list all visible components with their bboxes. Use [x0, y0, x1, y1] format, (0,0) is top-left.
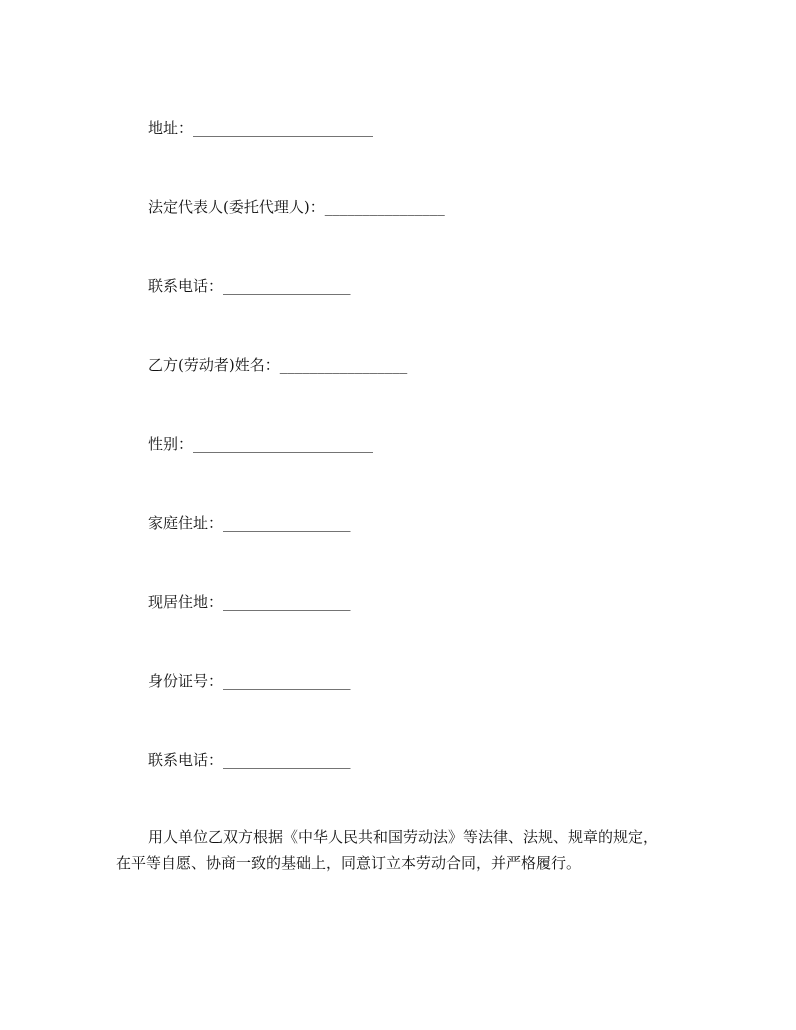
gender-label: 性别： — [148, 435, 194, 453]
contract-preamble-paragraph — [116, 824, 676, 876]
address-field — [148, 117, 373, 139]
home-address-field — [148, 512, 351, 534]
employer-phone-label: 联系电话： — [148, 277, 224, 295]
address-blank: ________________________ — [193, 119, 374, 137]
gender-blank: ________________________ — [193, 435, 374, 453]
employee-name-label: 乙方(劳动者)姓名： — [148, 356, 280, 374]
id-number-field — [148, 670, 351, 692]
home-address-blank: _________________ — [223, 514, 351, 532]
employee-phone-label: 联系电话： — [148, 751, 224, 769]
id-number-label: 身份证号： — [148, 672, 224, 690]
current-residence-field — [148, 591, 351, 613]
preamble-line-2: 在平等自愿、协商一致的基础上，同意订立本劳动合同，并严格履行。 — [116, 854, 582, 872]
employee-phone-blank: _________________ — [223, 751, 351, 769]
preamble-line-1: 用人单位乙双方根据《中华人民共和国劳动法》等法律、法规、规章的规定， — [148, 828, 659, 846]
current-residence-blank: _________________ — [223, 593, 351, 611]
employee-name-blank: _________________ — [279, 356, 408, 374]
employee-phone-field — [148, 749, 351, 771]
employee-name-field — [148, 354, 407, 376]
current-residence-label: 现居住地： — [148, 593, 224, 611]
legal-representative-blank: ________________ — [324, 198, 445, 216]
gender-field — [148, 433, 373, 455]
employer-phone-blank: _________________ — [223, 277, 351, 295]
home-address-label: 家庭住址： — [148, 514, 224, 532]
employer-phone-field — [148, 275, 351, 297]
address-label: 地址： — [148, 119, 194, 137]
legal-representative-field — [148, 196, 445, 218]
legal-representative-label: 法定代表人(委托代理人)： — [148, 198, 325, 216]
id-number-blank: _________________ — [223, 672, 351, 690]
